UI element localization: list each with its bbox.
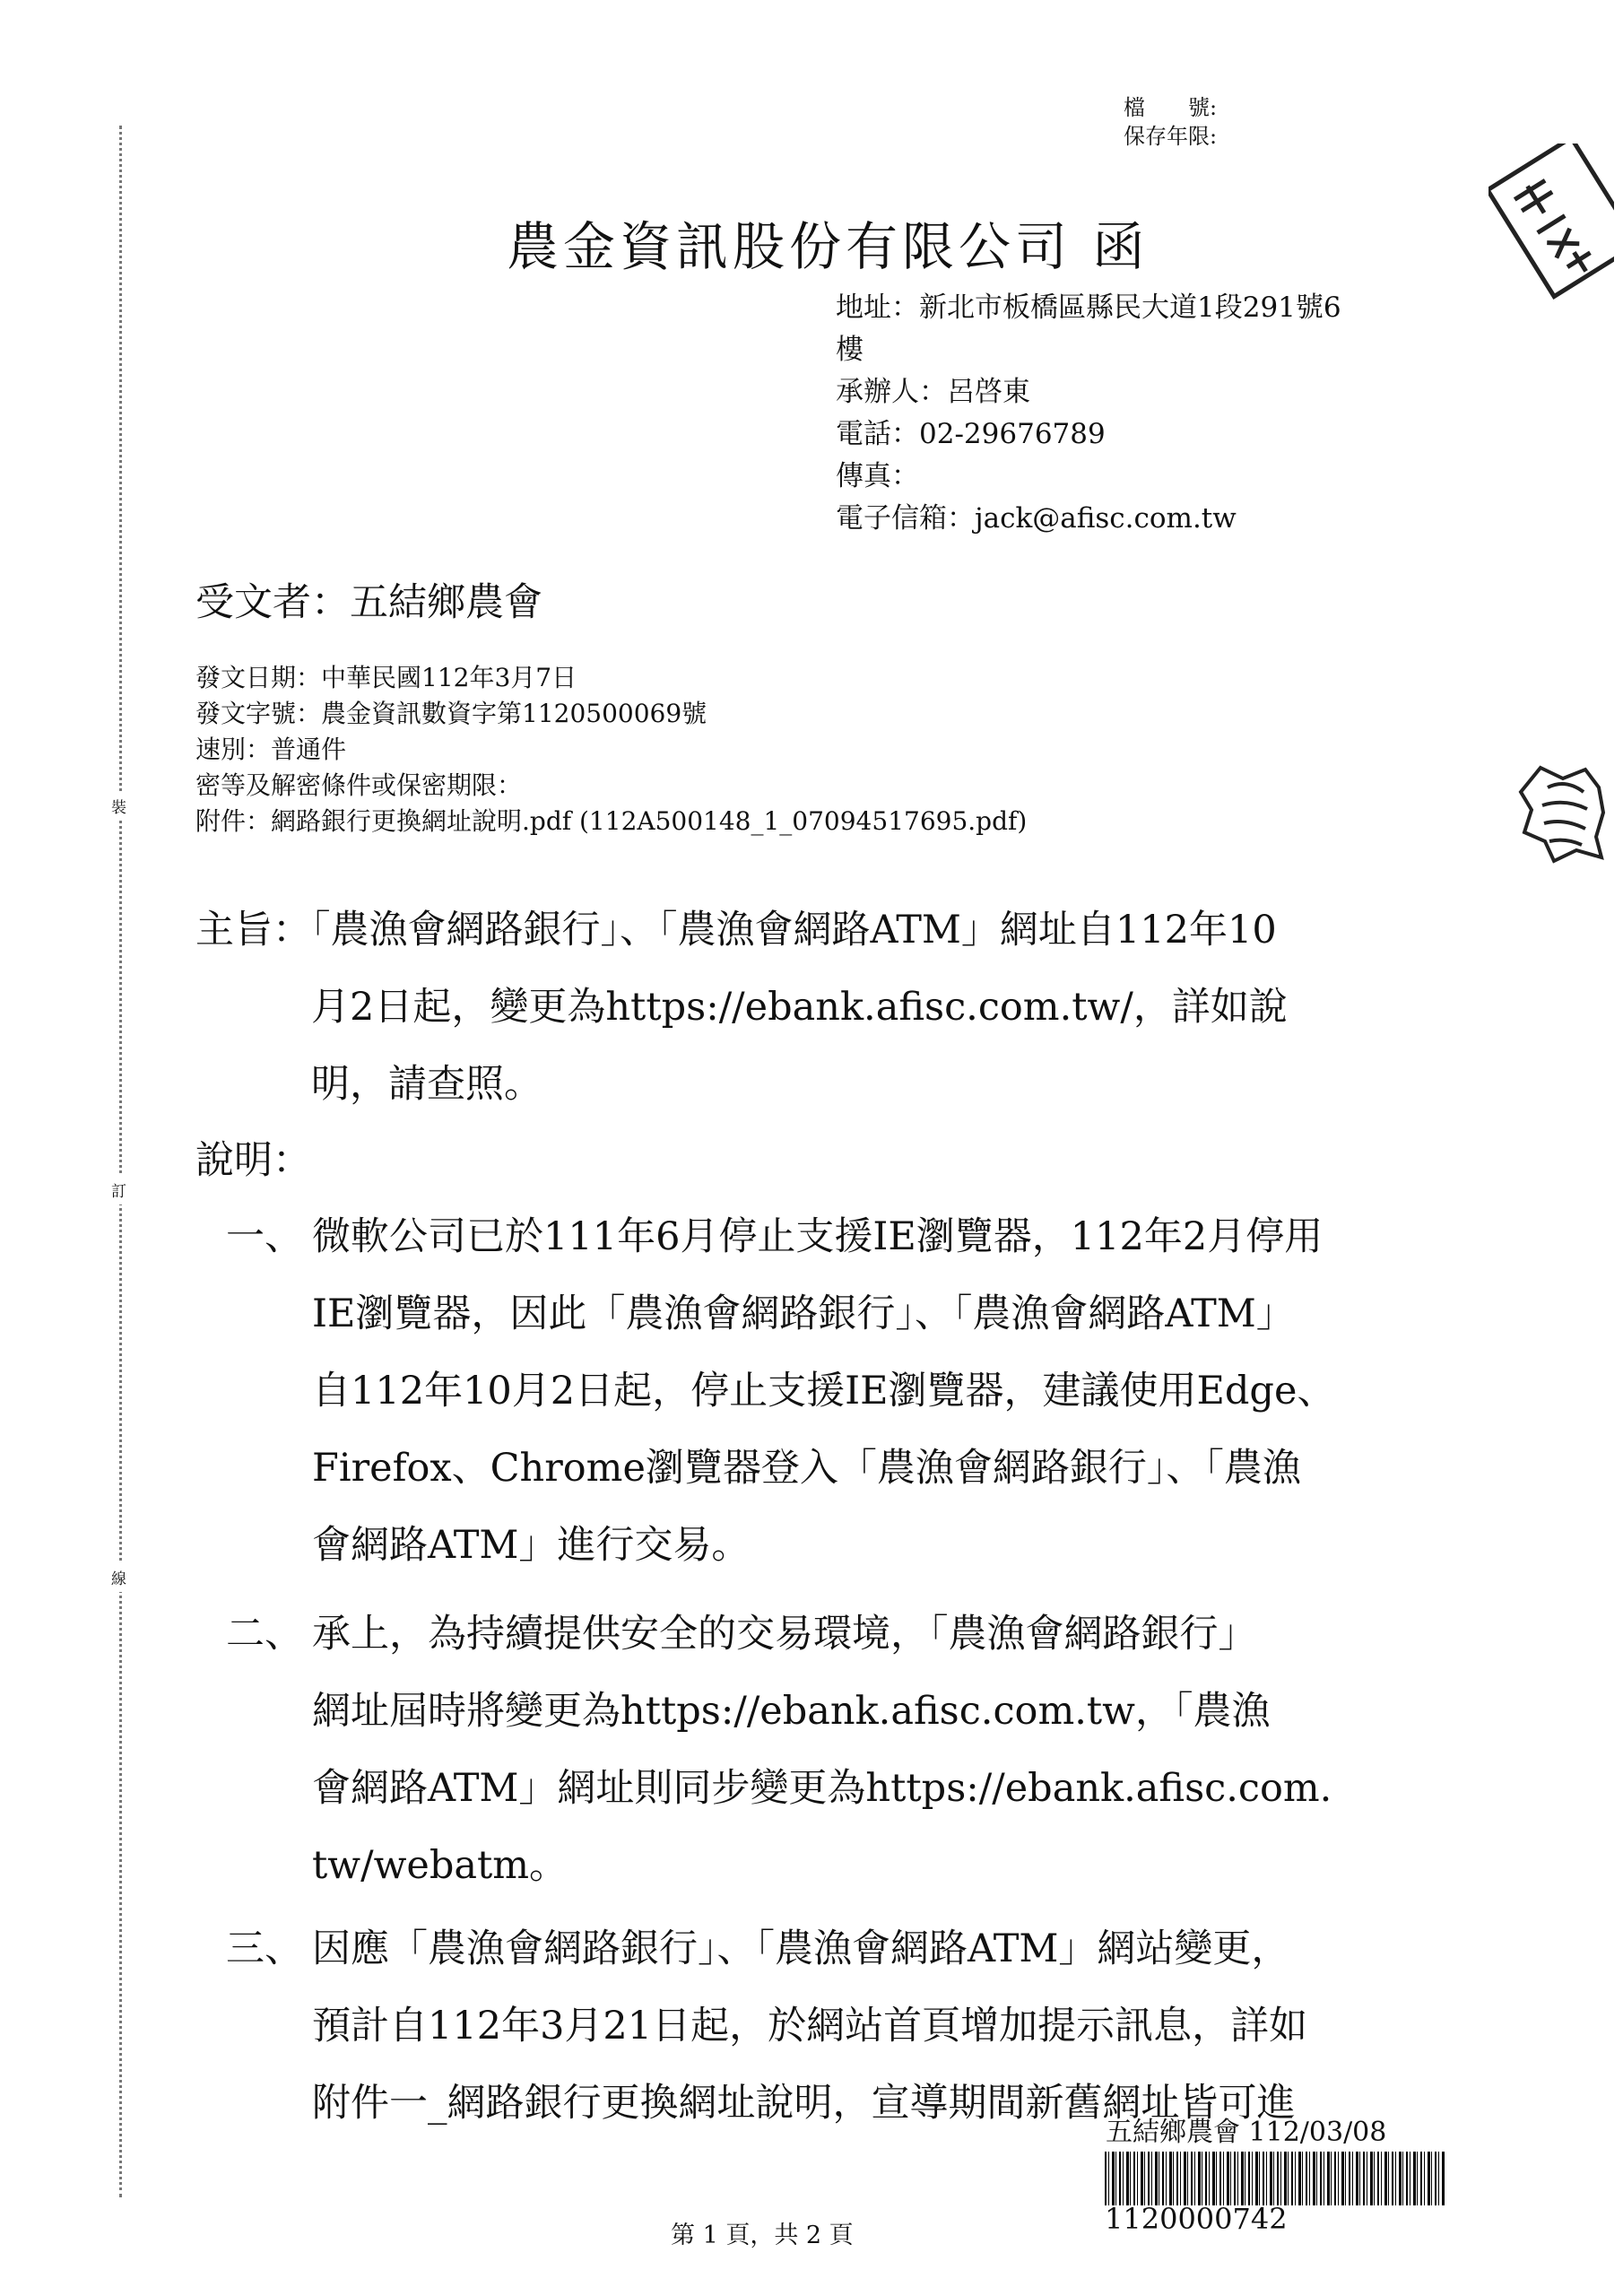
sender-fax: 傳真： (836, 460, 919, 492)
secrecy-level: 密等及解密條件或保密期限： (195, 770, 523, 800)
barcode-number: 1120000742 (1105, 2202, 1288, 2236)
sender-info (836, 287, 1341, 540)
document-title: 農金資訊股份有限公司 函 (507, 216, 1150, 277)
explanation-heading: 說明： (195, 1138, 311, 1183)
page-number: 第 1 頁，共 2 頁 (671, 2222, 854, 2249)
receipt-stamp: 五結鄉農會 112/03/08 (1106, 2117, 1387, 2148)
electronic-seal-stamp (1488, 144, 1614, 305)
item-line: 網址屆時將變更為https://ebank.afisc.com.tw，「農漁 (312, 1689, 1271, 1734)
item-line: 會網路ATM」網址則同步變更為https://ebank.afisc.com. (312, 1766, 1332, 1811)
binding-dotted-line (119, 126, 122, 2197)
page-seam-seal (1514, 761, 1612, 868)
item-number: 三、 (226, 1926, 303, 1971)
sender-address: 地址：新北市板橋區縣民大道1段291號6 (836, 291, 1341, 324)
item-line: tw/webatm。 (312, 1843, 568, 1888)
item-number: 二、 (226, 1612, 303, 1657)
item-line: Firefox、Chrome瀏覽器登入「農漁會網路銀行」、「農漁 (312, 1446, 1301, 1491)
attachment-link[interactable]: 附件：網路銀行更換網址說明.pdf (112A500148_1_07094517695.pdf) (195, 806, 1028, 836)
sender-email: 電子信箱：jack@afisc.com.tw (836, 502, 1237, 535)
document-meta (195, 660, 1027, 839)
recipient: 受文者：五結鄉農會 (195, 580, 542, 625)
retention-label: 保存年限: (1124, 124, 1218, 149)
binding-label-zhuang: 裝 (111, 791, 126, 821)
delivery-speed: 速別：普通件 (195, 735, 347, 764)
issue-date: 發文日期：中華民國112年3月7日 (195, 663, 577, 692)
barcode (1105, 2152, 1445, 2205)
subject (195, 891, 1288, 1123)
item-line: 微軟公司已於111年6月停止支援IE瀏覽器，112年2月停用 (312, 1214, 1324, 1259)
sender-contact: 承辦人：呂啓東 (836, 376, 1030, 408)
item-number: 一、 (226, 1214, 303, 1259)
item-line: 承上，為持續提供安全的交易環境，「農漁會網路銀行」 (312, 1612, 1257, 1657)
file-info (1124, 93, 1217, 151)
item-line: 附件一_網路銀行更換網址說明，宣導期間新舊網址皆可進 (312, 2081, 1296, 2126)
binding-label-ding: 訂 (111, 1175, 126, 1205)
subject-line: 主旨：「農漁會網路銀行」、「農漁會網路ATM」網址自112年10 (195, 908, 1277, 952)
subject-line: 月2日起，變更為https://ebank.afisc.com.tw/，詳如說 (195, 985, 1288, 1030)
file-number-label: 檔 號: (1124, 95, 1218, 120)
subject-line: 明，請查照。 (195, 1062, 542, 1107)
document-number: 發文字號：農金資訊數資字第1120500069號 (195, 699, 707, 728)
item-line: 自112年10月2日起，停止支援IE瀏覽器，建議使用Edge、 (312, 1369, 1336, 1413)
item-line: 會網路ATM」進行交易。 (312, 1523, 751, 1568)
binding-label-xian: 線 (111, 1562, 126, 1592)
item-line: 因應「農漁會網路銀行」、「農漁會網路ATM」網站變更， (312, 1926, 1290, 1971)
sender-phone: 電話：02-29676789 (836, 418, 1106, 450)
item-line: IE瀏覽器，因此「農漁會網路銀行」、「農漁會網路ATM」 (312, 1292, 1295, 1336)
item-line: 預計自112年3月21日起，於網站首頁增加提示訊息，詳如 (312, 2004, 1308, 2048)
sender-address-cont: 樓 (836, 334, 864, 366)
